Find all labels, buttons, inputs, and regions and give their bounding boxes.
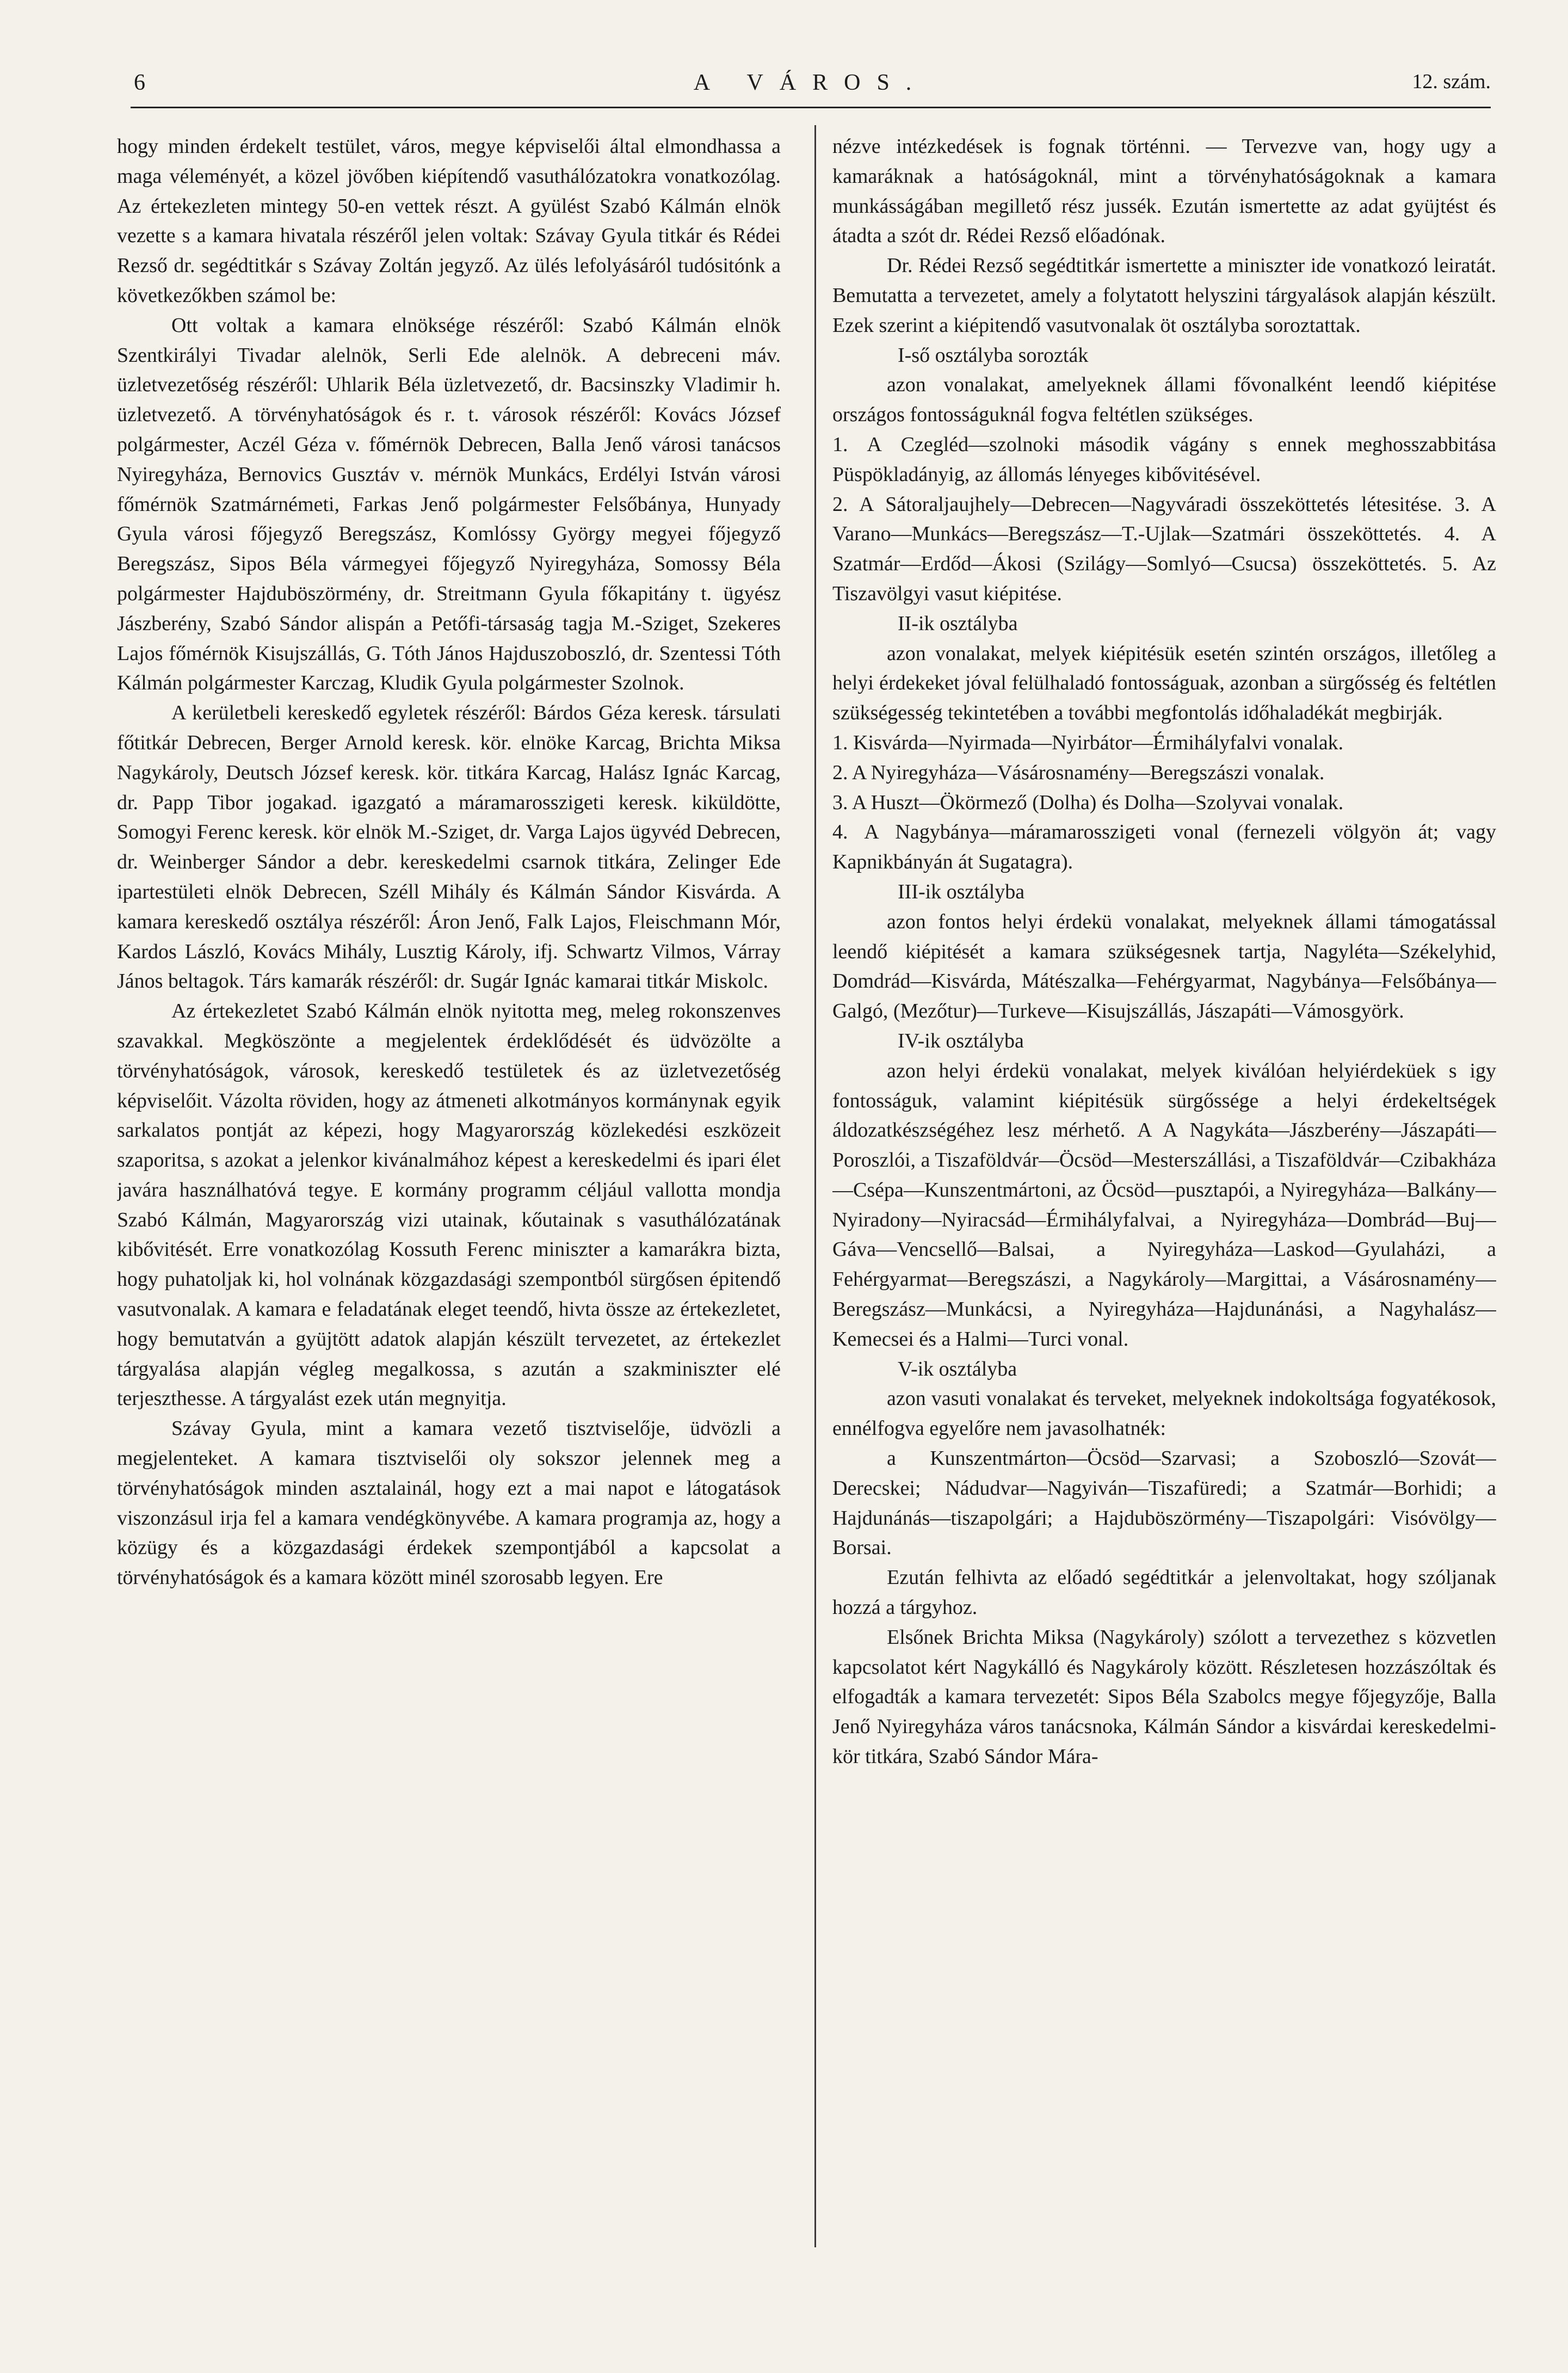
right-column <box>832 132 1496 2297</box>
list-item: 1. Kisvárda—Nyirmada—Nyirbátor—Érmihályfalvi vonalak. <box>832 731 1344 754</box>
paragraph: Dr. Rédei Rezső segédtitkár ismertette a miniszter ide vonatkozó leiratát. Bemutatta a tervezetet, amely a folytatott helyszini tárgyalások alapján készült. Ezek szerint a kiépitendő vasutvonalak öt osztályba soroztattak. <box>832 254 1496 337</box>
class-description: azon vasuti vonalakat és terveket, melyeknek indokoltsága fogyatékosok, ennélfogva egyelőre nem javasolhatnék: <box>832 1387 1496 1440</box>
paragraph: Ezután felhivta az előadó segédtitkár a jelenvoltakat, hogy szóljanak hozzá a tárgyhoz. <box>832 1566 1496 1619</box>
page-header <box>131 70 1491 109</box>
class-description: azon fontos helyi érdekü vonalakat, melyeknek állami támogatással leendő kiépitését a kamara szükségesnek tartja, Nagyléta—Székelyhid, Domdrád—Kisvárda, Mátészalka—Fehérgyarmat, Nagybánya—Felsőbánya—Galgó, (Mezőtur)—Turkeve—Kisujszállás, Jászapáti—Vámosgyörk. <box>832 910 1496 1023</box>
column-divider <box>814 125 816 2247</box>
list-item: 4. A Nagybánya—máramarosszigeti vonal (fernezeli völgyön át; vagy Kapnikbányán át Sugatagra). <box>832 821 1496 874</box>
paragraph: Ott voltak a kamara elnöksége részéről: Szabó Kálmán elnök Szentkirályi Tivadar alelnök, Serli Ede alelnök. A debreceni máv. üzletvezetőség részéről: Uhlarik Béla üzletvezető, dr. Bacsinszky Vladimir h. üzletvezető. A törvényhatóságok és r. t. városok részéről: Kovács József polgármester, Aczél Géza v. főmérnök Debrecen, Balla Jenő városi tanácsos Nyiregyháza, Bernovics Gusztáv v. mérnök Munkács, Erdélyi István városi főmérnök Szatmárnémeti, Farkas Jenő polgármester Felsőbánya, Hunyady Gyula városi főjegyző Beregszász, Komlóssy György megyei főjegyző Beregszász, Sipos Béla vármegyei főjegyző Nyiregyháza, Somossy Béla polgármester Hajduböszörmény, dr. Streitmann Gyula főkapitány t. ügyész Jászberény, Szabó Sándor alispán a Petőfi-társaság tagja M.-Sziget, Szekeres Lajos főmérnök Kisujszállás, G. Tóth János Hajduszoboszló, dr. Szentessi Tóth Kálmán polgármester Karczag, Kludik Gyula polgármester Szolnok. <box>117 313 781 695</box>
paragraph: Szávay Gyula, mint a kamara vezető tisztviselője, üdvözli a megjelenteket. A kamara tisztviselői oly sokszor jelennek meg a törvényhatóságok minden asztalainál, hogy ezt a mai napot e látogatások viszonzásul irja fel a kamara vendégkönyvébe. A kamara programja az, hogy a közügy és a közgazdasági érdekek szempontjából a kapcsolat a törvényhatóságok és a kamara között minél szorosabb legyen. Ere <box>117 1417 781 1589</box>
header-rule <box>131 107 1491 108</box>
class-heading: IV-ik osztályba <box>898 1029 1024 1052</box>
class-description: azon vonalakat, amelyeknek állami fővonalként leendő kiépitése országos fontosságuknál fogva feltétlen szükséges. <box>832 373 1496 427</box>
class-heading: V-ik osztályba <box>898 1357 1017 1380</box>
left-column <box>117 132 781 2297</box>
list-item: 2. A Nyiregyháza—Vásárosnamény—Beregszászi vonalak. <box>832 761 1325 784</box>
class-heading: III-ik osztályba <box>898 880 1025 903</box>
list-item: 1. A Czegléd—szolnoki második vágány s ennek meghosszabbitása Püspökladányig, az állomás lényeges kibővitésével. <box>832 433 1496 486</box>
paragraph: A kerületbeli kereskedő egyletek részéről: Bárdos Géza keresk. társulati főtitkár Debrecen, Berger Arnold keresk. kör. elnöke Karcag, Brichta Miksa Nagykároly, Deutsch József keresk. kör. titkára Karcag, Halász Ignác Karcag, dr. Papp Tibor jogakad. igazgató a máramarosszigeti keresk. kiküldötte, Somogyi Ferenc keresk. kör elnök M.-Sziget, dr. Varga Lajos ügyvéd Debrecen, dr. Weinberger Sándor a debr. kereskedelmi csarnok titkára, Zelinger Ede ipartestületi elnök Debrecen, Széll Mihály és Kálmán Sándor Kisvárda. A kamara kereskedő osztálya részéről: Áron Jenő, Falk Lajos, Fleischmann Mór, Kardos László, Kovács Mihály, Lusztig Károly, ifj. Schwartz Vilmos, Várray János beltagok. Társ kamarák részéről: dr. Sugár Ignác kamarai titkár Miskolc. <box>117 701 781 993</box>
running-title: A VÁROS. <box>693 70 928 95</box>
issue-number: 12. szám. <box>1412 70 1491 93</box>
class-list: a Kunszentmárton—Öcsöd—Szarvasi; a Szoboszló—Szovát—Derecskei; Nádudvar—Nagyiván—Tiszafüredi; a Szatmár—Borhidi; a Hajdunánás—tiszapolgári; a Hajduböszörmény—Tiszapolgári: Visóvölgy—Borsai. <box>832 1447 1496 1560</box>
paragraph: nézve intézkedések is fognak történni. — Tervezve van, hogy ugy a kamaráknak a hatóságoknál, mint a törvényhatóságoknak a kamara munkásságában megillető rész jussék. Ezután ismertette az adat gyüjtést és átadta a szót dr. Rédei Rezső előadónak. <box>832 135 1496 248</box>
list-item: 3. A Huszt—Ökörmező (Dolha) és Dolha—Szolyvai vonalak. <box>832 791 1344 814</box>
paragraph: Az értekezletet Szabó Kálmán elnök nyitotta meg, meleg rokonszenves szavakkal. Megköszönte a megjelentek érdeklődését és üdvözölte a törvényhatóságok, városok, kereskedő testületek és az üzletvezetőség képviselőit. Vázolta röviden, hogy az átmeneti alkotmányos kormánynak egyik sarkalatos pontját az képezi, hogy Magyarország közlekedési eszközeit szaporitsa, s azokat a jelenkor kivánalmához képest a kereskedelmi és ipari élet javára használhatóvá tegye. E kormány programm céljául vallotta mondja Szabó Kálmán, Magyarország vizi utainak, kőutainak s vasuthálózatának kibővitését. Erre vonatkozólag Kossuth Ferenc miniszter a kamarákra bizta, hogy puhatoljak ki, hol volnának közgazdasági szempontból sürgősen épitendő vasutvonalak. A kamara e feladatának eleget teendő, hivta össze az értekezletet, hogy bemutatván a gyüjtött adatok alapján készült tervezetet, az értekezlet tárgyalása alapján végleg megalkossa, s azután a szakminiszter elé terjeszthesse. A tárgyalást ezek után megnyitja. <box>117 1000 781 1410</box>
list-item: 2. A Sátoraljaujhely—Debrecen—Nagyváradi összeköttetés létesitése. 3. A Varano—Munkács—Beregszász—T.-Ujlak—Szatmári összeköttetés. 4. A Szatmár—Erdőd—Ákosi (Szilágy—Somlyó—Csucsa) összeköttetés. 5. Az Tiszavölgyi vasut kiépitése. <box>832 492 1496 605</box>
class-description: azon helyi érdekü vonalakat, melyek kiválóan helyiérdeküek s igy fontosságuk, valamint kiépitésük sürgőssége a helyi érdekeltségek áldozatkészségéhez lesz mérhető. A A Nagykáta—Jászberény—Jászapáti—Poroszlói, a Tiszaföldvár—Öcsöd—Mesterszállási, a Tiszaföldvár—Czibakháza—Csépa—Kunszentmártoni, az Öcsöd—pusztapói, a Nyiregyháza—Balkány—Nyiradony—Nyiracsád—Érmihályfalvai, a Nyiregyháza—Dombrád—Buj—Gáva—Vencsellő—Balsai, a Nyiregyháza—Laskod—Gyulaházi, a Fehérgyarmat—Beregszászi, a Nagykároly—Margittai, a Vásárosnamény—Beregszász—Munkácsi, a Nyiregyháza—Hajdunánási, a Nagyhalász—Kemecsei és a Halmi—Turci vonal. <box>832 1059 1496 1351</box>
class-heading: II-ik osztályba <box>898 612 1018 635</box>
paragraph: hogy minden érdekelt testület, város, megye képviselői által elmondhassa a maga véleményét, a közel jövőben kiépítendő vasuthálózatokra vonatkozólag. Az értekezleten mintegy 50-en vettek részt. A gyülést Szabó Kálmán elnök vezette s a kamara hivatala részéről jelen voltak: Szávay Gyula titkár és Rédei Rezső dr. segédtitkár s Szávay Zoltán jegyző. Az ülés lefolyásáról tudósitónk a következőkben számol be: <box>117 135 781 307</box>
class-heading: I-ső osztályba sorozták <box>898 343 1089 367</box>
class-description: azon vonalakat, melyek kiépitésük esetén szintén országos, illetőleg a helyi érdekeket jóval felülhaladó fontosságuak, azonban a sürgősség és feltétlen szükségesség tekintetében a további megfontolás időhaladékát megbirják. <box>832 642 1496 725</box>
page-number: 6 <box>134 70 145 95</box>
paragraph: Elsőnek Brichta Miksa (Nagykároly) szólott a tervezethez s közvetlen kapcsolatot kért Nagykálló és Nagykároly között. Részletesen hozzászóltak és elfogadták a kamara tervezetét: Sipos Béla Szabolcs megye főjegyzője, Balla Jenő Nyiregyháza város tanácsnoka, Kálmán Sándor a kisvárdai kereskedelmi-kör titkára, Szabó Sándor Mára- <box>832 1625 1496 1768</box>
